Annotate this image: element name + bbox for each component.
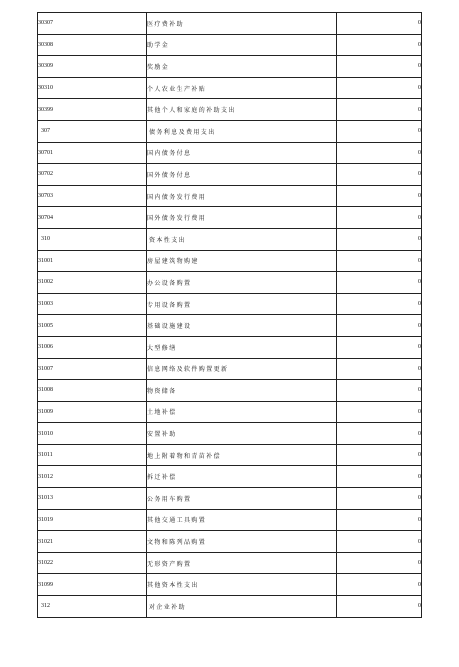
table-row — [38, 358, 422, 380]
row-amount-cell: 0 — [337, 34, 422, 56]
table-row — [38, 531, 422, 553]
table-row — [38, 120, 422, 142]
table-row — [38, 574, 422, 596]
row-amount-cell: 0 — [337, 142, 422, 164]
row-code-cell: 31010 — [38, 423, 147, 445]
table-row — [38, 56, 422, 78]
table-row — [38, 596, 422, 618]
table-row — [38, 77, 422, 99]
table-row — [38, 99, 422, 121]
row-code-cell: 31008 — [38, 380, 147, 402]
row-code-cell: 31001 — [38, 250, 147, 272]
row-name-cell: 公务用车购置 — [147, 488, 337, 510]
row-name-cell: 物资储备 — [147, 380, 337, 402]
row-name-cell: 其他个人和家庭的补助支出 — [147, 99, 337, 121]
row-code-cell: 31013 — [38, 488, 147, 510]
budget-table — [37, 12, 422, 618]
row-name-cell: 对企业补助 — [147, 596, 337, 618]
table-row — [38, 207, 422, 229]
row-name-cell: 基础设施建设 — [147, 315, 337, 337]
row-name-cell: 其他交通工具购置 — [147, 509, 337, 531]
row-name-cell: 个人农业生产补贴 — [147, 77, 337, 99]
row-amount-cell: 0 — [337, 293, 422, 315]
row-name-cell: 拆迁补偿 — [147, 466, 337, 488]
row-name-cell: 国外债务发行费用 — [147, 207, 337, 229]
row-amount-cell: 0 — [337, 380, 422, 402]
row-amount-cell: 0 — [337, 596, 422, 618]
table-row — [38, 488, 422, 510]
row-amount-cell: 0 — [337, 207, 422, 229]
table-row — [38, 401, 422, 423]
row-name-cell: 国内债务付息 — [147, 142, 337, 164]
row-amount-cell: 0 — [337, 228, 422, 250]
table-row — [38, 164, 422, 186]
row-name-cell: 债务利息及费用支出 — [147, 120, 337, 142]
row-amount-cell: 0 — [337, 423, 422, 445]
row-code-cell: 31002 — [38, 272, 147, 294]
row-name-cell: 安置补助 — [147, 423, 337, 445]
row-amount-cell: 0 — [337, 509, 422, 531]
row-amount-cell: 0 — [337, 488, 422, 510]
row-amount-cell: 0 — [337, 552, 422, 574]
row-amount-cell: 0 — [337, 13, 422, 35]
table-row — [38, 423, 422, 445]
row-code-cell: 307 — [38, 120, 147, 142]
row-name-cell: 医疗费补助 — [147, 13, 337, 35]
row-code-cell: 31012 — [38, 466, 147, 488]
row-name-cell: 专用设备购置 — [147, 293, 337, 315]
budget-table-body — [38, 13, 422, 618]
row-code-cell: 30310 — [38, 77, 147, 99]
row-code-cell: 312 — [38, 596, 147, 618]
row-amount-cell: 0 — [337, 466, 422, 488]
row-amount-cell: 0 — [337, 56, 422, 78]
table-row — [38, 34, 422, 56]
row-amount-cell: 0 — [337, 401, 422, 423]
row-code-cell: 31003 — [38, 293, 147, 315]
row-code-cell: 31019 — [38, 509, 147, 531]
row-amount-cell: 0 — [337, 315, 422, 337]
row-amount-cell: 0 — [337, 336, 422, 358]
row-code-cell: 310 — [38, 228, 147, 250]
row-code-cell: 30703 — [38, 185, 147, 207]
row-name-cell: 助学金 — [147, 34, 337, 56]
row-code-cell: 31006 — [38, 336, 147, 358]
row-code-cell: 31011 — [38, 444, 147, 466]
row-amount-cell: 0 — [337, 444, 422, 466]
table-row — [38, 444, 422, 466]
row-name-cell: 奖励金 — [147, 56, 337, 78]
table-row — [38, 315, 422, 337]
row-amount-cell: 0 — [337, 120, 422, 142]
row-code-cell: 31022 — [38, 552, 147, 574]
row-amount-cell: 0 — [337, 99, 422, 121]
row-name-cell: 地上附着物和青苗补偿 — [147, 444, 337, 466]
row-name-cell: 其他资本性支出 — [147, 574, 337, 596]
row-code-cell: 30704 — [38, 207, 147, 229]
row-name-cell: 无形资产购置 — [147, 552, 337, 574]
table-row — [38, 185, 422, 207]
row-amount-cell: 0 — [337, 77, 422, 99]
row-code-cell: 30399 — [38, 99, 147, 121]
row-name-cell: 资本性支出 — [147, 228, 337, 250]
table-row — [38, 380, 422, 402]
table-row — [38, 142, 422, 164]
row-name-cell: 大型修缮 — [147, 336, 337, 358]
row-code-cell: 30701 — [38, 142, 147, 164]
row-amount-cell: 0 — [337, 358, 422, 380]
table-row — [38, 228, 422, 250]
row-name-cell: 信息网络及软件购置更新 — [147, 358, 337, 380]
row-code-cell: 30308 — [38, 34, 147, 56]
table-row — [38, 509, 422, 531]
row-code-cell: 31007 — [38, 358, 147, 380]
row-amount-cell: 0 — [337, 185, 422, 207]
table-row — [38, 552, 422, 574]
table-row — [38, 272, 422, 294]
row-code-cell: 30309 — [38, 56, 147, 78]
row-amount-cell: 0 — [337, 250, 422, 272]
row-name-cell: 国内债务发行费用 — [147, 185, 337, 207]
row-code-cell: 31005 — [38, 315, 147, 337]
table-row — [38, 336, 422, 358]
row-code-cell: 30307 — [38, 13, 147, 35]
row-amount-cell: 0 — [337, 164, 422, 186]
row-amount-cell: 0 — [337, 531, 422, 553]
row-amount-cell: 0 — [337, 574, 422, 596]
row-code-cell: 31021 — [38, 531, 147, 553]
row-name-cell: 土地补偿 — [147, 401, 337, 423]
table-row — [38, 466, 422, 488]
row-code-cell: 31099 — [38, 574, 147, 596]
row-name-cell: 办公设备购置 — [147, 272, 337, 294]
table-row — [38, 13, 422, 35]
table-row — [38, 293, 422, 315]
row-code-cell: 30702 — [38, 164, 147, 186]
row-amount-cell: 0 — [337, 272, 422, 294]
table-row — [38, 250, 422, 272]
row-name-cell: 文物和陈列品购置 — [147, 531, 337, 553]
row-name-cell: 房屋建筑物购建 — [147, 250, 337, 272]
row-code-cell: 31009 — [38, 401, 147, 423]
row-name-cell: 国外债务付息 — [147, 164, 337, 186]
